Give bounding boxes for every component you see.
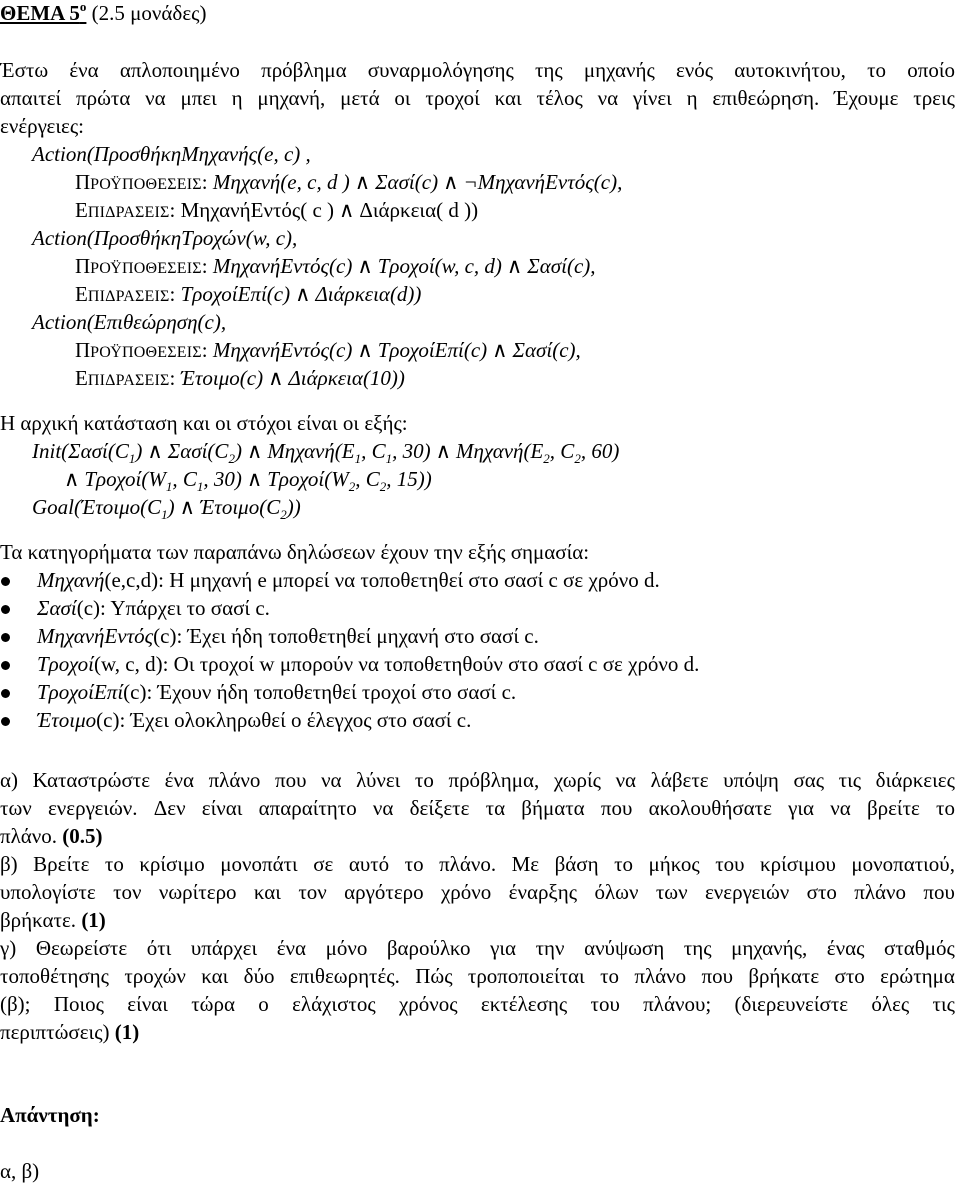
word: ένα [164, 768, 194, 792]
word: λάβετε [650, 768, 709, 792]
word: των [0, 796, 32, 820]
word: πλάνο [208, 768, 261, 792]
word: οποίο [907, 58, 955, 82]
word: που [600, 796, 633, 820]
word: σταθμός [883, 936, 955, 960]
word: υπάρχει [190, 936, 258, 960]
word: Έχουμε [834, 86, 899, 110]
word: όλες [871, 992, 910, 1016]
word: να [372, 796, 394, 820]
word: τροχοί [425, 86, 480, 110]
word: δύο [243, 964, 275, 988]
word: βρήκατε [748, 964, 820, 988]
word: αυτό [348, 852, 390, 876]
word: για [788, 796, 815, 820]
word: το [600, 964, 620, 988]
word: του [590, 992, 620, 1016]
action-3-preconditions: ΠΡΟΫΠΟΘΕΣΕΙΣ: ΜηχανήΕντός(c) ∧ ΤροχοίΕπί(c) ∧ Σασί(c), [75, 338, 581, 362]
word: σε [313, 852, 334, 876]
word: για [490, 936, 517, 960]
word: ανύψωση [584, 936, 665, 960]
word: όλων [594, 880, 639, 904]
word: που [923, 880, 955, 904]
word: Δεν [153, 796, 186, 820]
bullet-icon [1, 605, 10, 614]
action-2-head: Action(ΠροσθήκηΤροχών(w, c), [32, 226, 298, 250]
word: της [534, 58, 563, 82]
word: και [201, 964, 229, 988]
word: μηχανής, [731, 936, 808, 960]
word: μπει [180, 86, 217, 110]
word: που [274, 768, 307, 792]
answer-heading: Απάντηση: [0, 1103, 100, 1127]
word: βήματα [521, 796, 585, 820]
and-symbol: ∧ [268, 366, 284, 390]
precond-label: ΠΡΟΫΠΟΘΕΣΕΙΣ: [75, 254, 208, 278]
question-b-line-1 [0, 854, 955, 875]
and-symbol: ∧ [339, 198, 355, 222]
and-symbol: ∧ [357, 338, 373, 362]
word: μονοπατιού, [851, 852, 955, 876]
and-symbol: ∧ [435, 439, 451, 463]
word: είναι [127, 992, 168, 1016]
word: ερώτημα [880, 964, 955, 988]
and-symbol: ∧ [357, 254, 373, 278]
word: υπολογίστε [0, 880, 96, 904]
word: βρείτε [866, 796, 920, 820]
bullet-icon [1, 717, 10, 726]
action-1-effects: ΕΠΙΔΡΑΣΕΙΣ: ΜηχανήΕντός( c ) ∧ Διάρκεια( d )) [75, 198, 479, 222]
word: ακολουθήσατε [648, 796, 772, 820]
word: πρόβλημα [261, 58, 347, 82]
question-c-line-4: περιπτώσεις) (1) [0, 1020, 140, 1044]
word: έναρξης [508, 880, 578, 904]
word: ένα [276, 936, 307, 960]
and-symbol: ∧ [147, 439, 163, 463]
action-3-effects: ΕΠΙΔΡΑΣΕΙΣ: Έτοιμο(c) ∧ Διάρκεια(10)) [75, 366, 405, 390]
question-b-line-2 [0, 882, 955, 903]
intro-line-3: ενέργειες: [0, 114, 84, 138]
bullet-icon [1, 689, 10, 698]
word: χρόνο [440, 880, 492, 904]
word: ενεργειών. [47, 796, 138, 820]
word: τα [485, 796, 506, 820]
word: οι [394, 86, 411, 110]
word: η [686, 86, 698, 110]
init-line-2: ∧ $T\rho o\chi oί(W_1$, $C_1$, 30) ∧ $T\rho o\chi oί(W_2$, $C_2$, 15)) [64, 467, 432, 494]
action-1-preconditions: ΠΡΟΫΠΟΘΕΣΕΙΣ: Μηχανή(e, c, d ) ∧ Σασί(c) ∧ ¬ΜηχανήΕντός(c), [75, 170, 623, 194]
question-c-line-1 [0, 938, 955, 959]
word: τροχών [124, 964, 186, 988]
word: β) [0, 852, 18, 876]
word: στο [834, 964, 865, 988]
word: εκτέλεσης [480, 992, 568, 1016]
word: επιθεώρηση. [712, 86, 820, 110]
word: πλάνου; [643, 992, 712, 1016]
word: το [414, 768, 434, 792]
word: Με [511, 852, 540, 876]
goal-line: $Goal(Έ\tau o\iota\mu o(C_1)$ ∧ $Έ\tau o\iota\mu o(C_2)$) [32, 495, 301, 522]
word: να [321, 768, 342, 792]
word: το [104, 852, 124, 876]
and-symbol: ∧ [179, 495, 196, 519]
word: μετά [340, 86, 380, 110]
word: να [615, 768, 637, 792]
word: πρώτα [75, 86, 131, 110]
intro-line-2 [0, 88, 955, 109]
word: τέλος [536, 86, 583, 110]
word: στο [806, 880, 837, 904]
word: απαραίτητο [258, 796, 357, 820]
word: ενεργειών [704, 880, 790, 904]
word: μηχανής [583, 58, 655, 82]
word: πλάνο [854, 880, 907, 904]
word: να [145, 86, 166, 110]
word: η [231, 86, 243, 110]
answer-first-line: α, β) [0, 1159, 40, 1183]
word: διάρκειες [875, 768, 955, 792]
and-symbol: ∧ [246, 467, 263, 491]
word: σας [793, 768, 825, 792]
word: (β); [0, 992, 31, 1016]
word: Πώς [415, 964, 453, 988]
word: ελάχιστος [292, 992, 376, 1016]
word: (διερευνείστε [734, 992, 849, 1016]
action-1-head: Action(ΠροσθήκηΜηχανής(e, c) , [32, 142, 311, 166]
word: μήκος [648, 852, 700, 876]
and-symbol: ∧ [295, 282, 311, 306]
word: γίνει [632, 86, 672, 110]
word: μόνο [325, 936, 368, 960]
question-a-line-1 [0, 770, 955, 791]
word: κρίσιμο [139, 852, 205, 876]
word: ένας [826, 936, 865, 960]
precond-label: ΠΡΟΫΠΟΘΕΣΕΙΣ: [75, 170, 208, 194]
word: που [701, 964, 733, 988]
question-c-line-2 [0, 966, 955, 987]
word: πλάνο. [439, 852, 497, 876]
word: επιθεωρητές. [289, 964, 400, 988]
points-badge: (1) [114, 1020, 140, 1044]
and-symbol: ∧ [443, 170, 459, 194]
word: βάση [554, 852, 599, 876]
word: α) [0, 768, 18, 792]
and-symbol: ∧ [492, 338, 508, 362]
word: ενός [675, 58, 714, 82]
word: την [535, 936, 565, 960]
word: βαρούλκο [386, 936, 471, 960]
word: χρόνος [398, 992, 458, 1016]
word: το [614, 852, 634, 876]
exam-page: ΘΕΜΑ $5^o$ (2.5 μονάδες) Έστω ένα απλοποιημένο πρόβλημα συναρμολόγησης της μηχανής ενός αυτοκινήτου, το οποίο απαιτεί πρώτα να μπει η μηχανή, μετά οι τροχοί και τέλος να γίνει η επιθεώρηση. Έχουμε τρεις ενέργειες: Action(ΠροσθήκηΜηχανής(e, c) , ΠΡΟΫΠΟΘΕΣΕΙΣ: Μηχανή(e, c, d ) ∧ Σασί(c) ∧ ¬ΜηχανήΕντός(c), ΕΠΙΔΡΑΣΕΙΣ: ΜηχανήΕντός( c ) ∧ Διάρκεια( d )) Action(ΠροσθήκηΤροχών(w, c), ΠΡΟΫΠΟΘΕΣΕΙΣ: ΜηχανήΕντός(c) ∧ Τροχοί(w, c, d) ∧ Σασί(c), ΕΠΙΔΡΑΣΕΙΣ: ΤροχοίΕπί(c) ∧ Διάρκεια(d)) Action(Επιθεώρηση(c), ΠΡΟΫΠΟΘΕΣΕΙΣ: ΜηχανήΕντός(c) ∧ ΤροχοίΕπί(c) ∧ Σασί(c), ΕΠΙΔΡΑΣΕΙΣ: Έτοιμο(c) ∧ Διάρκεια(10)) Η αρχική κατάσταση και οι στόχοι είναι οι εξής: $Init(\Sigma\alpha\sigma ί(C_1)$ ∧ $\Sigma\alpha\sigma ί(C_2)$ ∧ $M\eta\chi\alpha\nu ή(E_1$, $C_1$, 30) ∧ $M\eta\chi\alpha\nu ή(E_2$, $C_2$, 60) ∧ $T\rho o\chi oί(W_1$, $C_1$, 30) ∧ $T\rho o\chi oί(W_2$, $C_2$, 15)) $Goal(Έ\tau o\iota\mu o(C_1)$ ∧ $Έ\tau o\iota\mu o(C_2)$) Τα κατηγορήματα των παραπάνω δηλώσεων έχουν την εξής σημασία: Μηχανή(e,c,d): Η μηχανή e μπορεί να τοποθετηθεί στο σασί c σε χρόνο d. Σασί(c): Υπάρχει το σασί c. ΜηχανήΕντός(c): Έχει ήδη τοποθετηθεί μηχανή στο σασί c. Τροχοί(w, c, d): Οι τροχοί w μπορούν να τοποθετηθούν στο σασί c σε χρόνο d. ΤροχοίΕπί(c): Έχουν ήδη τοποθετηθεί τροχοί στο σασί c. Έτοιμο(c): Έχει ολοκληρωθεί ο έλεγχος στο σασί c. α) Καταστρώστε ένα πλάνο που να λύνει το πρόβλημα, χωρίς να λάβετε υπόψη σας τις διάρκειες των ενεργειών. Δεν είναι απαραίτητο να δείξετε τα βήματα που ακολουθήσατε για να βρείτε το πλάνο. (0.5) β) Βρείτε το κρίσιμο μονοπάτι σε αυτό το πλάνο. Με βάση το μήκος του κρίσιμου μονοπατιού, υπολογίστε τον νωρίτερο και τον αργότερο χρόνο έναρξης όλων των ενεργειών στο πλάνο που βρήκατε. (1) γ) Θεωρείστε ότι υπάρχει ένα μόνο βαρούλκο για την ανύψωση της μηχανής, ένας σταθμός τοποθέτησης τροχών και δύο επιθεωρητές. Πώς τροποποιείται το πλάνο που βρήκατε στο ερώτημα (β); Ποιος είναι τώρα ο ελάχιστος χρόνος εκτέλεσης του πλάνου; (διερευνείστε όλες τις περιπτώσεις) (1) Απάντηση: α, β) [0, 0, 955, 1183]
question-a-line-3: πλάνο. (0.5) [0, 824, 103, 848]
word: Θεωρείστε [35, 936, 128, 960]
question-a-line-2 [0, 798, 955, 819]
and-symbol: ∧ [246, 439, 263, 463]
word: Έστω [0, 58, 49, 82]
action-2-preconditions: ΠΡΟΫΠΟΘΕΣΕΙΣ: ΜηχανήΕντός(c) ∧ Τροχοί(w, c, d) ∧ Σασί(c), [75, 254, 596, 278]
word: λύνει [356, 768, 401, 792]
effects-label: ΕΠΙΔΡΑΣΕΙΣ: [75, 366, 176, 390]
word: απαιτεί [0, 86, 62, 110]
word: Ποιος [53, 992, 104, 1016]
word: το [867, 58, 887, 82]
word: Βρείτε [33, 852, 90, 876]
word: υπόψη [723, 768, 779, 792]
state-intro: Η αρχική κατάσταση και οι στόχοι είναι οι εξής: [0, 411, 408, 435]
intro-line-1 [0, 60, 955, 81]
points-badge: (1) [81, 908, 106, 932]
bullet-icon [1, 577, 10, 586]
precond-label: ΠΡΟΫΠΟΘΕΣΕΙΣ: [75, 338, 208, 362]
word: γ) [0, 936, 17, 960]
word: να [830, 796, 851, 820]
bullet-icon [1, 661, 10, 670]
word: ένα [69, 58, 99, 82]
and-symbol: ∧ [506, 254, 523, 278]
word: των [655, 880, 688, 904]
word: τροποποιείται [467, 964, 585, 988]
word: τον [113, 880, 142, 904]
word: τρεις [913, 86, 955, 110]
word: δείξετε [409, 796, 470, 820]
word: αυτοκινήτου, [734, 58, 846, 82]
action-2-effects: ΕΠΙΔΡΑΣΕΙΣ: ΤροχοίΕπί(c) ∧ Διάρκεια(d)) [75, 282, 422, 306]
predicates-intro: Τα κατηγορήματα των παραπάνω δηλώσεων έχουν την εξής σημασία: [0, 540, 590, 564]
word: τον [298, 880, 327, 904]
word: συναρμολόγησης [367, 58, 514, 82]
question-c-line-3 [0, 994, 955, 1015]
word: να [597, 86, 619, 110]
and-symbol: ∧ [64, 467, 80, 491]
word: του [715, 852, 745, 876]
action-3-head: Action(Επιθεώρηση(c), [32, 310, 227, 334]
points-badge: (0.5) [62, 824, 103, 848]
word: πρόβλημα, [448, 768, 540, 792]
word: κρίσιμου [760, 852, 836, 876]
word: ότι [146, 936, 172, 960]
word: είναι [201, 796, 243, 820]
bullet-icon [1, 633, 10, 642]
word: το [936, 796, 955, 820]
word: μηχανή, [257, 86, 326, 110]
word: τις [838, 768, 862, 792]
word: και [494, 86, 522, 110]
word: αργότερο [344, 880, 424, 904]
word: τις [932, 992, 955, 1016]
word: Καταστρώστε [32, 768, 151, 792]
init-line-1: $Init(\Sigma\alpha\sigma ί(C_1)$ ∧ $\Sigma\alpha\sigma ί(C_2)$ ∧ $M\eta\chi\alpha\nu ή(E_1$, $C_1$, 30) ∧ $M\eta\chi\alpha\nu ή(E_2$, $C_2$, 60) [32, 439, 620, 466]
word: χωρίς [553, 768, 601, 792]
word: απλοποιημένο [119, 58, 240, 82]
word: τώρα [191, 992, 235, 1016]
word: το [404, 852, 424, 876]
effects-label: ΕΠΙΔΡΑΣΕΙΣ: [75, 198, 176, 222]
word: μονοπάτι [220, 852, 298, 876]
word: ο [258, 992, 269, 1016]
exam-title: ΘΕΜΑ $5^o$ (2.5 μονάδες) [0, 0, 207, 25]
question-b-line-3: βρήκατε. (1) [0, 908, 106, 932]
word: τοποθέτησης [0, 964, 109, 988]
word: πλάνο [634, 964, 687, 988]
word: της [683, 936, 712, 960]
effects-label: ΕΠΙΔΡΑΣΕΙΣ: [75, 282, 176, 306]
and-symbol: ∧ [354, 170, 371, 194]
word: και [253, 880, 281, 904]
word: νωρίτερο [158, 880, 237, 904]
